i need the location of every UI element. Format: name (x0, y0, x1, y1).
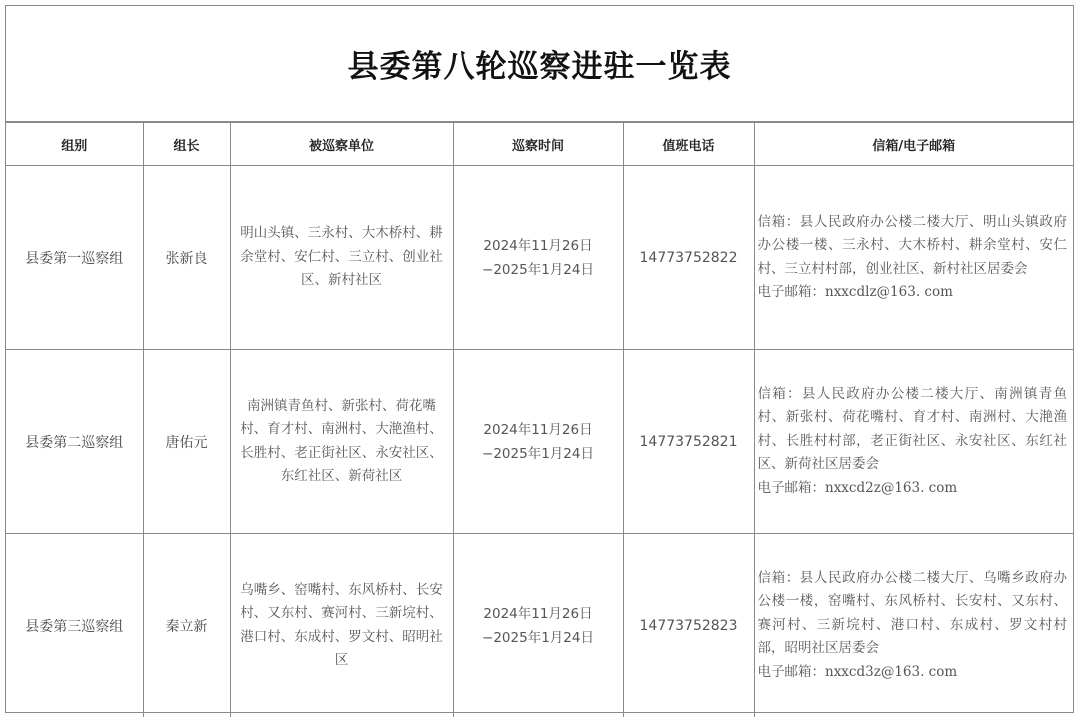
period-start: 2024年11月26日 (483, 605, 593, 622)
header-leader: 组长 (143, 123, 230, 166)
period-end: −2025年1月24日 (482, 629, 594, 646)
header-units: 被巡察单位 (230, 123, 453, 166)
mailbox-locations: 信箱：县人民政府办公楼二楼大厅、南洲镇青鱼村、新张村、荷花嘴村、育才村、南洲村、大滟渔村、长胜村村部，老正街社区、永安社区、东红社区、新荷社区居委会 (757, 385, 1067, 473)
period-end: −2025年1月24日 (482, 261, 594, 278)
header-row (6, 123, 1073, 166)
units-cell (230, 534, 453, 718)
period-cell (453, 166, 623, 350)
period-start: 2024年11月26日 (483, 237, 593, 254)
email-address: 电子邮箱：nxxcd2z@163. com (757, 479, 958, 496)
email-address: 电子邮箱：nxxcd3z@163. com (757, 663, 958, 680)
leader-name: 唐佑元 (143, 350, 230, 534)
period-start: 2024年11月26日 (483, 421, 593, 438)
period-cell (453, 350, 623, 534)
header-phone: 值班电话 (623, 123, 754, 166)
mailbox-locations: 信箱：县人民政府办公楼二楼大厅、明山头镇政府办公楼一楼、三永村、大木桥村、耕余堂村、安仁村、三立村村部，创业社区、新村社区居委会 (757, 213, 1067, 277)
table-row (6, 350, 1073, 534)
table-row (6, 534, 1073, 718)
patrol-table (6, 122, 1073, 717)
table-title: 县委第八轮巡察进驻一览表 (6, 6, 1073, 122)
inspected-units: 南洲镇青鱼村、新张村、荷花嘴村、育才村、南洲村、大滟渔村、长胜村、老正街社区、永安社区、东红社区、新荷社区 (240, 397, 443, 484)
units-cell (230, 350, 453, 534)
table-row (6, 166, 1073, 350)
mailbox-cell (754, 166, 1073, 350)
leader-name: 秦立新 (143, 534, 230, 718)
duty-phone: 14773752822 (623, 166, 754, 350)
email-address: 电子邮箱：nxxcdlz@163. com (757, 284, 953, 300)
header-mailbox: 信箱/电子邮箱 (754, 123, 1073, 166)
header-group: 组别 (6, 123, 143, 166)
units-cell (230, 166, 453, 350)
inspected-units: 乌嘴乡、窑嘴村、东风桥村、长安村、又东村、赛河村、三新垸村、港口村、东成村、罗文村、昭明社区 (240, 581, 443, 668)
patrol-schedule-sheet (5, 5, 1074, 713)
period-cell (453, 534, 623, 718)
group-name: 县委第三巡察组 (6, 534, 143, 718)
inspected-units: 明山头镇、三永村、大木桥村、耕余堂村、安仁村、三立村、创业社区、新村社区 (240, 225, 443, 289)
header-period: 巡察时间 (453, 123, 623, 166)
mailbox-cell (754, 350, 1073, 534)
group-name: 县委第一巡察组 (6, 166, 143, 350)
duty-phone: 14773752823 (623, 534, 754, 718)
mailbox-locations: 信箱：县人民政府办公楼二楼大厅、乌嘴乡政府办公楼一楼，窑嘴村、东风桥村、长安村、又东村、赛河村、三新垸村、港口村、东成村、罗文村村部，昭明社区居委会 (757, 569, 1067, 657)
group-name: 县委第二巡察组 (6, 350, 143, 534)
period-end: −2025年1月24日 (482, 445, 594, 462)
mailbox-cell (754, 534, 1073, 718)
leader-name: 张新良 (143, 166, 230, 350)
duty-phone: 14773752821 (623, 350, 754, 534)
